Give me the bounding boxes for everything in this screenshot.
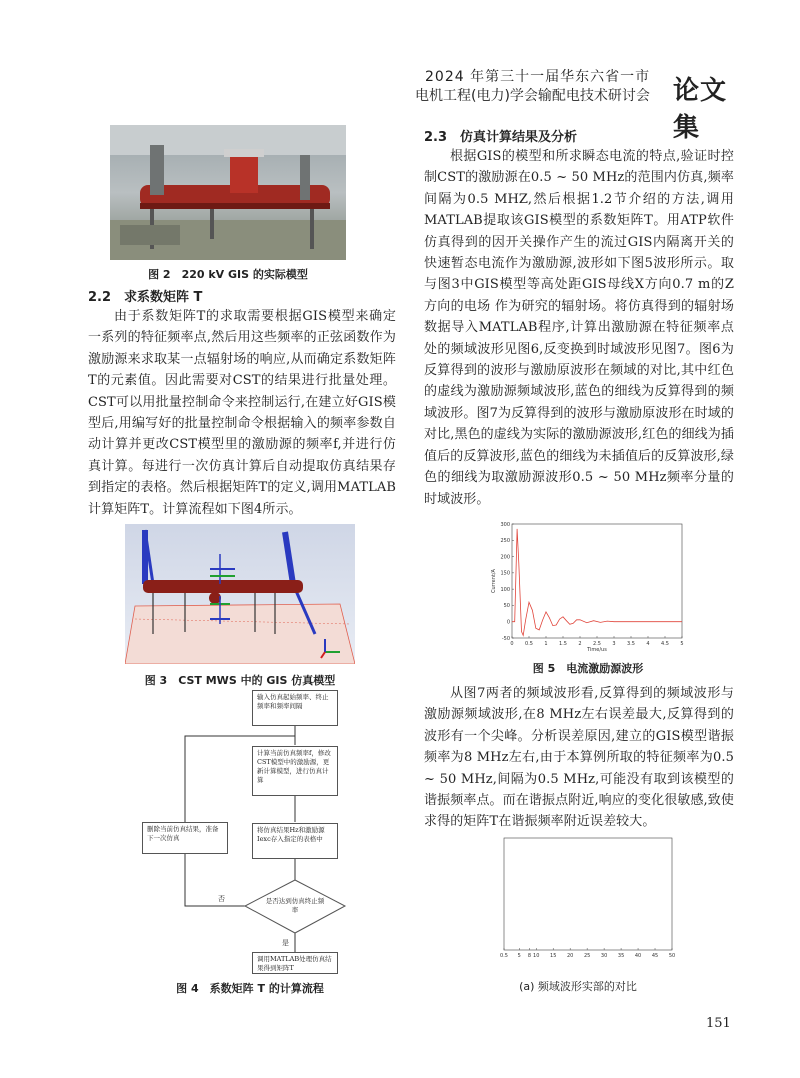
- x-tick-label: 0: [510, 641, 514, 647]
- x-tick-label: 45: [651, 953, 659, 959]
- flowchart-no-label: 否: [218, 895, 225, 903]
- x-tick-label: 0.5: [525, 641, 533, 647]
- fig4-caption: 图 4 系数矩阵 T 的计算流程: [176, 982, 324, 995]
- x-tick-label: 1: [544, 641, 548, 647]
- x-tick-label: 0.5: [500, 953, 508, 959]
- y-tick-label: 200: [500, 554, 510, 561]
- x-tick-label: 5: [517, 953, 521, 959]
- fig3-caption: 图 3 CST MWS 中的 GIS 仿真模型: [144, 674, 336, 687]
- fig5-caption: 图 5 电流激励源波形: [532, 662, 644, 675]
- fig6a-caption: (a) 频域波形实部的对比: [519, 980, 637, 993]
- fig5-chart: [488, 520, 688, 655]
- section-2-2-heading: 2.2 求系数矩阵 T: [88, 290, 203, 305]
- x-tick-label: 50: [668, 953, 676, 959]
- x-tick-label: 2: [578, 641, 582, 647]
- y-tick-label: 150: [500, 570, 510, 577]
- y-tick-label: 100: [500, 586, 510, 593]
- flowchart-delete-box: 删除当前仿真结果，准备下一次仿真: [142, 822, 228, 854]
- x-tick-label: 3: [612, 641, 616, 647]
- x-tick-label: 4.5: [661, 641, 669, 647]
- x-tick-label: 15: [550, 953, 557, 959]
- y-tick-label: 0: [506, 619, 510, 626]
- y-axis-label: Current/A: [491, 569, 497, 593]
- x-tick-label: 40: [634, 953, 642, 959]
- x-axis-label: Time/us: [587, 647, 607, 653]
- header-line2: 电机工程(电力)学会输配电技术研讨会: [415, 88, 650, 104]
- x-tick-label: 5: [680, 641, 684, 647]
- x-tick-label: 1.5: [559, 641, 567, 647]
- flowchart-store-box: 将仿真结果Hz和激励源Iexc存入指定的表格中: [252, 823, 338, 859]
- flowchart-yes-label: 是: [282, 939, 289, 947]
- x-tick-label: 35: [617, 953, 625, 959]
- cst-model-image: [125, 524, 355, 664]
- flowchart-modify-box: 计算当前仿真频率f，修改CST模型中的激励源，更新计算模型，进行仿真计算: [252, 746, 338, 796]
- plot-area: [504, 838, 672, 950]
- y-tick-label: -50: [501, 635, 510, 642]
- flowchart-decision-text: 是否达到仿真终止频率: [265, 897, 325, 914]
- page-number: 151: [706, 1016, 731, 1031]
- fig6a-chart: [478, 832, 678, 972]
- x-tick-label: 4: [646, 641, 650, 647]
- section-2-3-paragraph-2: 从图7两者的频域波形看,反算得到的频域波形与激励源频域波形,在8 MHz左右误差最大,反算得到的波形有一个尖峰。分析误差原因,建立的GIS模型谐振频率为8 MHz左右,由于本算例所取的特征频率为0.5 ~ 50 MHz,间隔为0.5 MHz,可能没有取到该模型的谐振频率点。而在谐振点附近,响应的变化很敏感,致使求得的矩阵T在谐振频率附近误差较大。: [424, 686, 734, 830]
- y-tick-label: 250: [500, 538, 510, 545]
- fig5-chart-svg: [488, 520, 688, 655]
- section-2-3-paragraph-1: 根据GIS的模型和所求瞬态电流的特点,验证时控制CST的激励源在0.5 ~ 50 MHz的范围内仿真,频率间隔为0.5 MHZ,然后根据1.2节介绍的方法,调用MATLAB提取该GIS模型的系数矩阵T。用ATP软件仿真得到的因开关操作产生的流过GIS内隔离开关的快速暂态电流作为激励源,波形如下图5波形所示。取与图3中GIS模型等高处距GIS母线X方向0.7 m的Z方向的电场 作为研究的辐射场。将仿真得到的辐射场数据导入MATLAB程序,计算出激励源在特征频率点处的频域波形见图6,反变换到时域波形见图7。图6为反算得到的波形与激励原波形在频域的对比,其中红色的虚线为激励源频域波形,蓝色的细线为反算得到的频域波形。图7为反算得到的波形与激励原波形在时域的对比,黑色的虚线为实际的激励源波形,红色的细线为插值后的反算波形,蓝色的细线为未插值后的反算波形,绿色的细线为取激励源波形0.5 ~ 50 MHz频率分量的时域波形。: [424, 149, 734, 507]
- flowchart-start-box: 输入仿真起始频率、终止频率和频率间隔: [252, 690, 338, 726]
- flowchart: [130, 690, 370, 972]
- x-tick-label: 10: [533, 953, 540, 959]
- x-tick-label: 3.5: [627, 641, 635, 647]
- header-line1: 2024 年第三十一届华东六省一市: [425, 69, 651, 85]
- y-tick-label: 50: [503, 603, 510, 610]
- header-logo: 论文集: [673, 76, 728, 143]
- gis-photo: [110, 125, 346, 260]
- x-tick-label: 2.5: [593, 641, 601, 647]
- flowchart-end-box: 调用MATLAB处理仿真结果得到矩阵T: [252, 952, 338, 974]
- x-tick-label: 20: [566, 953, 574, 959]
- section-2-2-paragraph: 由于系数矩阵T的求取需要根据GIS模型来确定一系列的特征频率点,然后用这些频率的正弦函数作为激励源来求取某一点辐射场的响应,从而确定系数矩阵T的元素值。因此需要对CST的结果进行批量处理。CST可以用批量控制命令来控制运行,在建立好GIS模型后,用编写好的批量控制命令根据输入的频率参数自动计算并更改CST模型里的激励源的频率f,并进行仿真计算。每进行一次仿真计算后自动提取仿真结果存到指定的表格。然后根据矩阵T的定义,调用MATLAB计算矩阵T。计算流程如下图4所示。: [88, 309, 396, 517]
- fig6a-chart-svg: [478, 832, 678, 972]
- plot-area: [512, 524, 682, 638]
- x-tick-label: 25: [583, 953, 591, 959]
- x-tick-label: 8: [527, 953, 532, 959]
- y-tick-label: 300: [500, 521, 510, 528]
- section-2-3-heading: 2.3 仿真计算结果及分析: [424, 130, 578, 145]
- x-tick-label: 30: [600, 953, 608, 959]
- fig2-caption: 图 2 220 kV GIS 的实际模型: [148, 268, 308, 281]
